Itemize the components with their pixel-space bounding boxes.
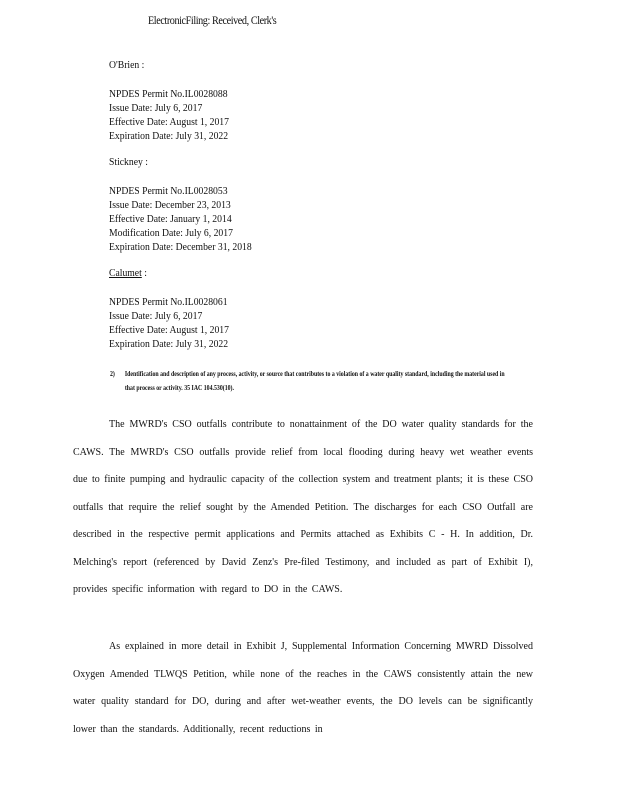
body-paragraph: As explained in more detail in Exhibit J, Supplemental Information Concerning MWRD Dissolved Oxygen Amended TLWQS Petition, while none of the reaches in the CAWS consistently attain the new water quality standard for DO, during and after wet-weather events, the DO levels can be significantly lower than the standards. Additionally, recent reductions in <box>73 641 533 735</box>
permit-obrien-name: O'Brien : <box>109 59 145 71</box>
permit-obrien-line: NPDES Permit No.IL0028088 <box>109 88 228 100</box>
body-paragraph: The MWRD's CSO outfalls contribute to nonattainment of the DO water quality standards for the CAWS. The MWRD's CSO outfalls provide relief from local flooding during heavy wet weather events due to finite pumping and hydraulic capacity of the collection system and treatment plants; it is these CSO outfalls that require the relief sought by the Amended Petition. The discharges for each CSO Outfall are described in the respective permit applications and Permits attached as Exhibits C - H. In addition, Dr. Melching's report (referenced by David Zenz's Pre-filed Testimony, and included as part of Exhibit I), provides specific information with regard to DO in the CAWS. <box>73 419 533 595</box>
permit-stickney-line: NPDES Permit No.IL0028053 <box>109 185 228 197</box>
permit-stickney-line: Expiration Date: December 31, 2018 <box>109 241 252 253</box>
item-number: 2) <box>110 369 115 378</box>
permit-calumet-line: Expiration Date: July 31, 2022 <box>109 338 229 350</box>
permit-calumet-line: Effective Date: August 1, 2017 <box>109 324 229 336</box>
permit-obrien-line: Expiration Date: July 31, 2022 <box>109 130 229 142</box>
filing-header: ElectronicFiling: Received, Clerk's <box>148 13 277 27</box>
permit-stickney-line: Issue Date: December 23, 2013 <box>109 199 231 211</box>
item-text: Identification and description of any process, activity, or source that contributes to a violation of a water quality standard, including the material used in that process or activity. 35 IAC 104.530(10). <box>124 369 505 392</box>
permit-stickney-name: Stickney : <box>109 156 148 168</box>
permit-obrien-line: Issue Date: July 6, 2017 <box>109 102 203 114</box>
permit-obrien-line: Effective Date: August 1, 2017 <box>109 116 229 128</box>
permit-stickney-line: Effective Date: January 1, 2014 <box>109 213 232 225</box>
permit-calumet-name: Calumet : <box>109 267 147 279</box>
permit-stickney-line: Modification Date: July 6, 2017 <box>109 227 233 239</box>
permit-calumet-line: NPDES Permit No.IL0028061 <box>109 296 228 308</box>
permit-calumet-line: Issue Date: July 6, 2017 <box>109 310 203 322</box>
